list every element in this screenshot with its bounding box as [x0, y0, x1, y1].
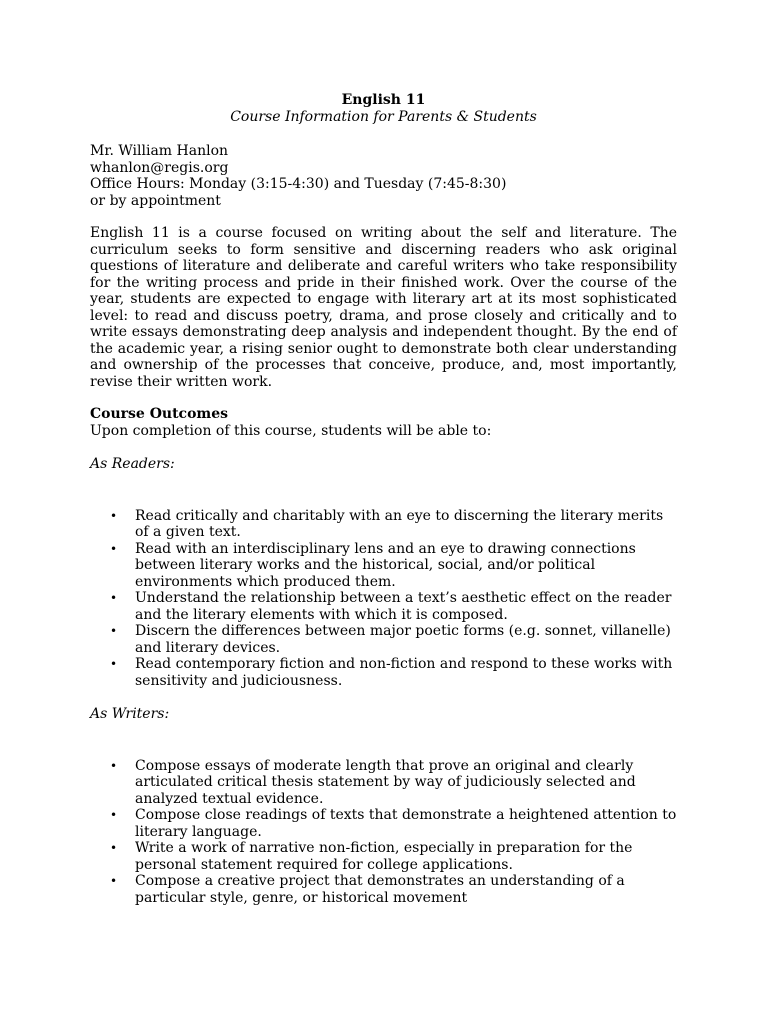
list-item-text: Compose a creative project that demonstrates an understanding of a particular style, genre, or historical movement — [135, 873, 625, 906]
bullet-icon: • — [110, 591, 118, 605]
list-item-text: Compose essays of moderate length that prove an original and clearly articulated critical thesis statement by way of judiciously selected and analyzed textual evidence. — [135, 757, 636, 807]
office-hours: Office Hours: Monday (3:15-4:30) and Tuesday (7:45-8:30) — [90, 176, 507, 192]
bullet-icon: • — [110, 758, 118, 773]
readers-list — [90, 508, 677, 690]
list-item-text: Read with an interdisciplinary lens and an eye to drawing connections between literary works and the historical, social, and/or political environments which produced them. — [135, 540, 636, 590]
writers-list — [90, 758, 677, 907]
bullet-icon: • — [110, 508, 118, 523]
teacher-email: whanlon@regis.org — [90, 159, 229, 176]
document-page — [90, 91, 677, 923]
list-item — [90, 508, 677, 541]
outcomes-heading: Course Outcomes — [90, 406, 229, 422]
outcomes-intro: Upon completion of this course, students will be able to: — [90, 422, 492, 439]
document-title: English 11 — [341, 92, 426, 108]
list-item — [90, 623, 677, 656]
list-item-text: Discern the differences between major poetic forms (e.g. sonnet, villanelle) and literary devices. — [135, 623, 671, 656]
list-item — [90, 758, 677, 808]
list-item — [90, 873, 677, 906]
list-item — [90, 656, 677, 689]
bullet-icon: • — [110, 874, 118, 888]
list-item — [90, 840, 677, 873]
readers-subheading: As Readers: — [90, 456, 175, 472]
bullet-icon: • — [110, 657, 118, 671]
list-item-text: Write a work of narrative non-fiction, especially in preparation for the personal statement required for college applications. — [135, 840, 633, 873]
writers-subheading: As Writers: — [90, 706, 170, 722]
bullet-icon: • — [110, 624, 118, 638]
bullet-icon: • — [110, 808, 118, 822]
bullet-icon: • — [110, 841, 118, 855]
list-item — [90, 807, 677, 840]
list-item — [90, 590, 677, 623]
contact-block — [90, 143, 677, 209]
list-item-text: Compose close readings of texts that demonstrate a heightened attention to literary language. — [135, 807, 677, 840]
list-item-text: Understand the relationship between a text’s aesthetic effect on the reader and the literary elements with which it is composed. — [135, 590, 672, 623]
list-item — [90, 541, 677, 591]
bullet-icon: • — [110, 541, 118, 556]
document-subtitle: Course Information for Parents & Students — [230, 109, 537, 125]
teacher-name: Mr. William Hanlon — [90, 143, 229, 159]
list-item-text: Read critically and charitably with an eye to discerning the literary merits of a given text. — [135, 507, 664, 540]
course-description: English 11 is a course focused on writing about the self and literature. The curriculum seeks to form sensitive and discerning readers who ask original questions of literature and deliberate and careful writers who take responsibility for the writing process and pride in their finished work. Over the course of the year, students are expected to engage with literary art at its most sophisticated level: to read and discuss poetry, drama, and prose closely and critically and to write essays demonstrating deep analysis and independent thought. By the end of the academic year, a rising senior ought to demonstrate both clear understanding and ownership of the processes that conceive, produce, and, most importantly, revise their written work. — [90, 225, 677, 390]
appointment-note: or by appointment — [90, 192, 221, 209]
list-item-text: Read contemporary fiction and non-fiction and respond to these works with sensitivity and judiciousness. — [135, 656, 673, 689]
